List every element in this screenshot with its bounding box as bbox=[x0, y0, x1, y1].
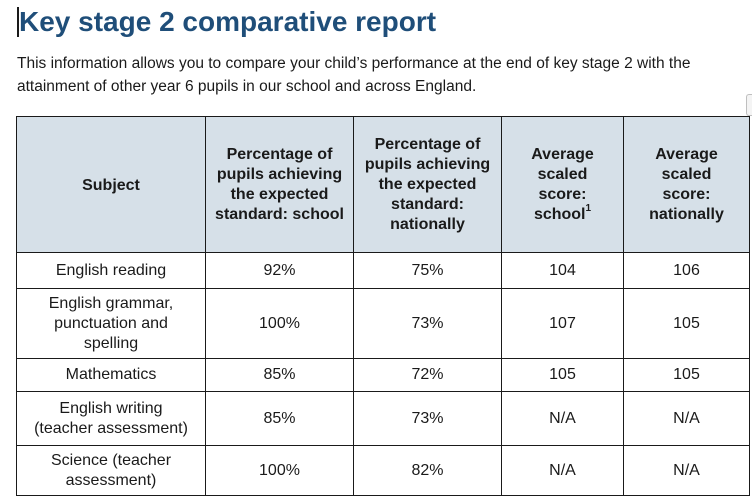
table-row bbox=[17, 289, 750, 359]
cell-avg-school: N/A bbox=[502, 446, 624, 496]
cell-avg-school: N/A bbox=[502, 392, 624, 446]
cell-pct-school: 92% bbox=[206, 253, 354, 289]
table-header-row bbox=[17, 117, 750, 253]
cell-pct-school: 85% bbox=[206, 359, 354, 392]
cell-subject: Mathematics bbox=[17, 359, 206, 392]
intro-paragraph: This information allows you to compare your child’s performance at the end of key stage 2 with the attainment of other year 6 pupils in our school and across England. bbox=[17, 55, 691, 95]
cell-avg-school: 104 bbox=[502, 253, 624, 289]
header-pct-school: Percentage of pupils achieving the expected standard: school bbox=[206, 117, 354, 253]
cell-subject: English writing (teacher assessment) bbox=[17, 392, 206, 446]
cell-avg-national: N/A bbox=[624, 392, 750, 446]
cell-pct-national: 82% bbox=[354, 446, 502, 496]
table-row bbox=[17, 392, 750, 446]
header-avg-national: Average scaled score: nationally bbox=[624, 117, 750, 253]
cell-avg-national: 105 bbox=[624, 359, 750, 392]
header-subject: Subject bbox=[17, 117, 206, 253]
cell-avg-school: 107 bbox=[502, 289, 624, 359]
table-row bbox=[17, 253, 750, 289]
cell-pct-national: 75% bbox=[354, 253, 502, 289]
cell-subject: English grammar, punctuation and spelling bbox=[17, 289, 206, 359]
cell-pct-school: 100% bbox=[206, 446, 354, 496]
table-row bbox=[17, 359, 750, 392]
cell-subject: Science (teacher assessment) bbox=[17, 446, 206, 496]
header-pct-national: Percentage of pupils achieving the expected standard: nationally bbox=[354, 117, 502, 253]
cell-pct-national: 72% bbox=[354, 359, 502, 392]
cell-avg-school: 105 bbox=[502, 359, 624, 392]
cell-pct-school: 85% bbox=[206, 392, 354, 446]
page-title: Key stage 2 comparative report bbox=[19, 6, 437, 37]
table-row bbox=[17, 446, 750, 496]
header-avg-school-label: Average scaled score: school bbox=[531, 145, 594, 223]
cell-pct-national: 73% bbox=[354, 289, 502, 359]
cell-avg-national: 105 bbox=[624, 289, 750, 359]
scrollbar-handle[interactable] bbox=[746, 94, 752, 116]
footnote-marker: 1 bbox=[585, 203, 592, 215]
header-avg-school bbox=[502, 117, 624, 253]
cell-pct-school: 100% bbox=[206, 289, 354, 359]
cell-avg-national: 106 bbox=[624, 253, 750, 289]
cell-subject: English reading bbox=[17, 253, 206, 289]
cell-pct-national: 73% bbox=[354, 392, 502, 446]
comparative-report-table bbox=[16, 116, 750, 496]
cell-avg-national: N/A bbox=[624, 446, 750, 496]
